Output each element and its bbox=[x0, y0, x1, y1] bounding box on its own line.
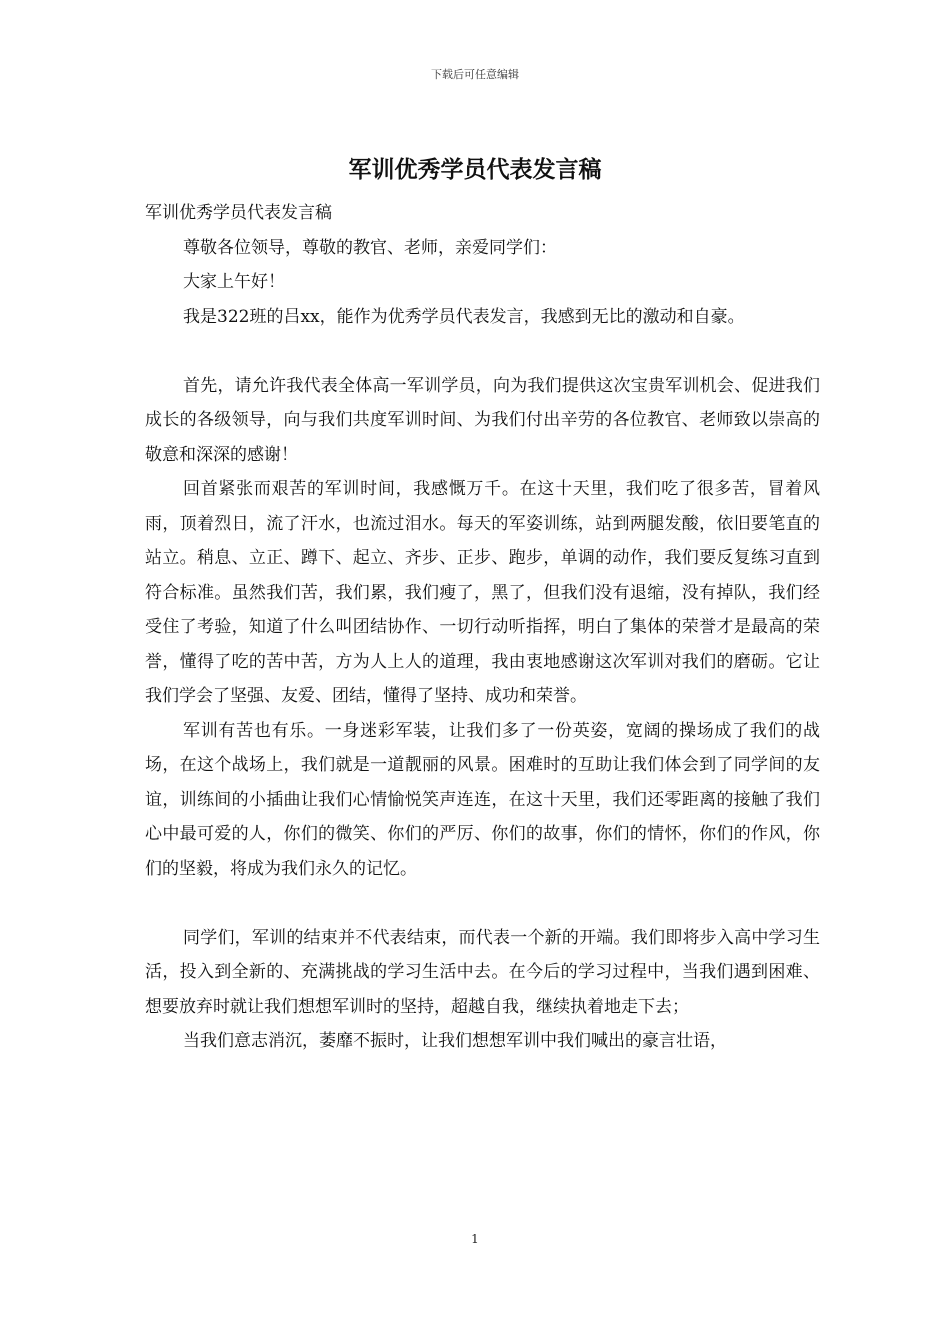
paragraph-greeting: 尊敬各位领导，尊敬的教官、老师，亲爱同学们： bbox=[183, 237, 557, 258]
paragraph-encouragement: 当我们意志消沉，萎靡不振时，让我们想想军训中我们喊出的豪言壮语， bbox=[183, 1031, 727, 1051]
subtitle-line: 军训优秀学员代表发言稿 bbox=[145, 203, 332, 223]
paragraph-spacer bbox=[145, 886, 820, 921]
paragraph-hello: 大家上午好！ bbox=[183, 272, 285, 292]
paragraph-joy: 军训有苦也有乐。一身迷彩军装，让我们多了一份英姿，宽阔的操场成了我们的战场，在这个战场上，我们就是一道靓丽的风景。困难时的互助让我们体会到了同学间的友谊，训练间的小插曲让我们心情愉悦笑声连连，在这十天里，我们还零距离的接触了我们心中最可爱的人，你们的微笑、你们的严厉、你们的故事，你们的情怀，你们的作风，你们的坚毅，将成为我们永久的记忆。 bbox=[145, 720, 820, 879]
paragraph-hardship: 回首紧张而艰苦的军训时间，我感慨万千。在这十天里，我们吃了很多苦，冒着风雨，顶着烈日，流了汗水，也流过泪水。每天的军姿训练，站到两腿发酸，依旧要笔直的站立。稍息、立正、蹲下、起立、齐步、正步、跑步，单调的动作，我们要反复练习直到符合标准。虽然我们苦，我们累，我们瘦了，黑了，但我们没有退缩，没有掉队，我们经受住了考验，知道了什么叫团结协作、一切行动听指挥，明白了集体的荣誉才是最高的荣誉，懂得了吃的苦中苦，方为人上人的道理，我由衷地感谢这次军训对我们的磨砺。它让我们学会了坚强、友爱、团结，懂得了坚持、成功和荣誉。 bbox=[145, 479, 820, 706]
page-number: 1 bbox=[471, 1232, 479, 1246]
document-body bbox=[145, 196, 820, 1059]
paragraph-thanks: 首先，请允许我代表全体高一军训学员，向为我们提供这次宝贵军训机会、促进我们成长的各级领导，向与我们共度军训时间、为我们付出辛劳的各位教官、老师致以崇高的敬意和深深的感谢！ bbox=[145, 375, 820, 465]
document-title: 军训优秀学员代表发言稿 bbox=[348, 156, 602, 183]
paragraph-intro: 我是322班的吕xx，能作为优秀学员代表发言，我感到无比的激动和自豪。 bbox=[183, 306, 745, 327]
paragraph-new-start: 同学们，军训的结束并不代表结束，而代表一个新的开端。我们即将步入高中学习生活，投入到全新的、充满挑战的学习生活中去。在今后的学习过程中，当我们遇到困难、想要放弃时就让我们想想军训时的坚持，超越自我，继续执着地走下去； bbox=[145, 927, 820, 1017]
header-note: 下载后可任意编辑 bbox=[431, 68, 519, 81]
paragraph-spacer bbox=[145, 334, 820, 369]
